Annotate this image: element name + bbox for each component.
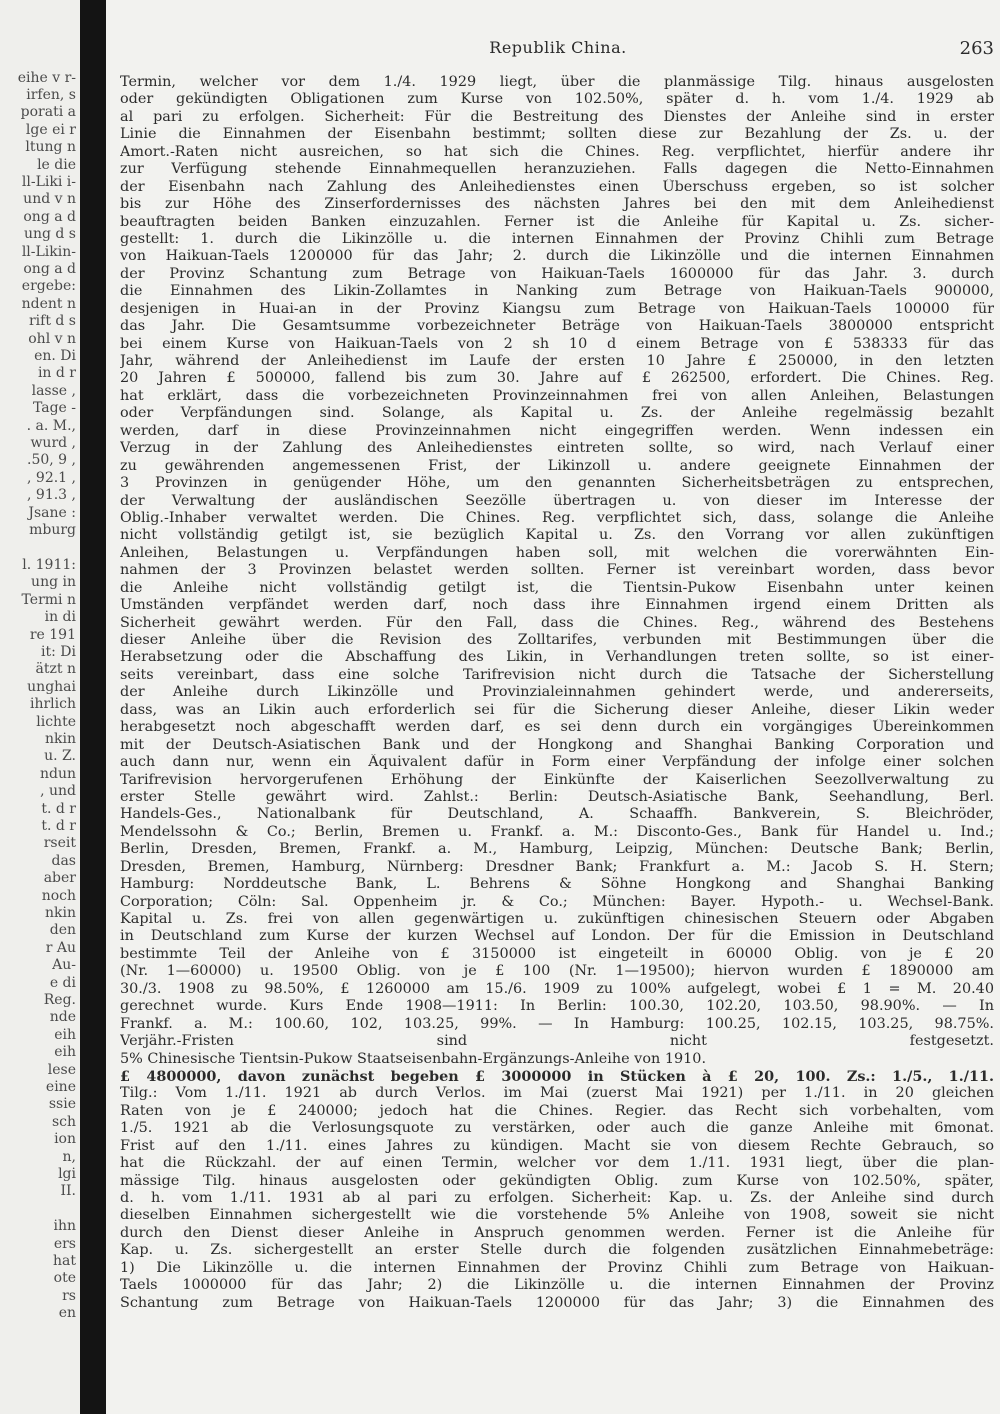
text-line: oder Verpfändungen sind. Solange, als Kapital u. Zs. der Anleihe regelmässig bezahlt [120, 405, 994, 422]
text-line: 30./3. 1908 zu 98.50%, £ 1260000 am 15./6. 1909 zu 100% aufgelegt, wobei £ 1 = M. 20.40 [120, 980, 994, 997]
facing-page-fragment: lasse , [31, 383, 76, 399]
text-line: Hamburg: Norddeutsche Bank, L. Behrens & Söhne Hongkong and Shanghai Banking [120, 876, 994, 893]
facing-page-fragment: . a. M., [26, 418, 76, 434]
facing-page-fragment: ong a d [23, 209, 76, 225]
facing-page-fragment: en. Di [34, 348, 76, 364]
facing-page-fragment: le die [37, 157, 76, 173]
facing-page-edge [0, 0, 80, 1414]
facing-page-fragment: l. 1911: [22, 557, 76, 573]
text-line: 1) Die Likinzölle u. die internen Einnahmen der Provinz Chihli zum Betrage von Haikuan- [120, 1259, 994, 1276]
text-line: Oblig.-Inhaber verwaltet werden. Die Chines. Reg. verpflichtet sich, dass, solange die Anleihe [120, 509, 994, 526]
facing-page-fragment: ers [53, 1236, 76, 1252]
book-gutter [80, 0, 106, 1414]
text-line: Schantung zum Betrage von Haikuan-Taels 1200000 für das Jahr; 3) die Einnahmen des [120, 1294, 994, 1311]
running-head: Republik China. [489, 38, 627, 57]
facing-page-fragment: aber [43, 870, 76, 886]
facing-page-fragment: hat [53, 1253, 76, 1269]
text-line: durch den Dienst dieser Anleihe in Anspruch genommen werden. Ferner ist die Anleihe für [120, 1224, 994, 1241]
text-line: hat die Rückzahl. der auf einen Termin, welcher vor dem 1./11. 1931 liegt, über die plan- [120, 1155, 994, 1172]
facing-page-fragment: ung in [31, 574, 76, 590]
text-line: der Verwaltung der ausländischen Seezölle übertragen u. von dieser im Interesse der [120, 492, 994, 509]
facing-page-fragment: nkin [45, 731, 76, 747]
text-line: herabgesetzt noch abgeschafft werden darf, es sei denn durch ein vorgängiges Übereinkommen [120, 719, 994, 736]
text-line: bis zur Höhe des Zinserfordernisses des nächsten Jahres bei den mit dem Anleihedienst [120, 196, 994, 213]
text-line: nicht vollständig getilgt ist, sie bezüglich Kapital u. Zs. den Vorrang vor allen zukünftigen [120, 527, 994, 544]
facing-page-fragment: en [58, 1305, 76, 1321]
text-line: werden, darf in diese Provinzeinnahmen nicht eingegriffen werden. Wenn indessen ein [120, 422, 994, 439]
facing-page-fragment: eih [54, 1027, 76, 1043]
text-line: Jahr, während der Anleihedienst im Laufe der ersten 10 Jahre £ 250000, in den letzten [120, 353, 994, 369]
text-line: Taels 1000000 für das Jahr; 2) die Likinzölle u. die internen Einnahmen der Provinz [120, 1277, 994, 1294]
text-line: Kap. u. Zs. sichergestellt an erster Stelle durch die folgenden zusätzlichen Einnahmebeträge: [120, 1242, 994, 1259]
facing-page-fragment: ätzt n [35, 661, 76, 677]
facing-page-fragment: ohl v n [28, 331, 76, 347]
facing-page-fragment: in di [44, 609, 76, 625]
text-line: Dresden, Bremen, Hamburg, Nürnberg: Dresdner Bank; Frankfurt a. M.: Jacob S. H. Stern; [120, 858, 994, 875]
facing-page-fragment: mburg [29, 522, 76, 538]
text-line: desjenigen in Huai-an in der Provinz Kiangsu zum Betrage von Haikuan-Taels 100000 für [120, 300, 994, 317]
facing-page-fragment: nde [49, 1009, 76, 1025]
facing-page-fragment: n, [62, 1149, 76, 1165]
text-line: Frist auf den 1./11. eines Jahres zu kündigen. Macht sie von diesem Rechte Gebrauch, so [120, 1137, 994, 1154]
text-line: Termin, welcher vor dem 1./4. 1929 liegt, über die planmässige Tilg. hinaus ausgelosten [120, 74, 994, 90]
text-line: Corporation; Cöln: Sal. Oppenheim jr. & Co.; München: Bayer. Hypoth.- u. Wechsel-Bank. [120, 893, 994, 910]
facing-page-fragment: t. d r [41, 801, 76, 817]
facing-page-fragment: t. d r [41, 818, 76, 834]
facing-page-fragment: lgi [58, 1166, 76, 1182]
facing-page-fragment: und v n [23, 191, 76, 207]
facing-page-fragment: eine [45, 1079, 76, 1095]
facing-page-fragment: ong a d [23, 261, 76, 277]
text-line: der Eisenbahn nach Zahlung des Anleihedienstes einen Überschuss ergeben, so ist solcher [120, 178, 994, 195]
text-line: gestellt: 1. durch die Likinzölle u. die internen Einnahmen der Provinz Chihli zum Betrage [120, 230, 994, 247]
text-line: zur Verfügung stehende Einnahmequellen heranzuziehen. Falls dagegen die Netto-Einnahmen [120, 161, 994, 178]
facing-page-fragment: in d r [37, 365, 76, 381]
text-line: Anleihen, Belastungen u. Verpfändungen haben soll, mit welchen die vorerwähnten Ein- [120, 544, 994, 561]
facing-page-fragment: irfen, s [26, 87, 76, 103]
text-line: zu gewährenden angemessenen Frist, der Likinzoll u. andere geeignete Einnahmen der [120, 457, 994, 474]
facing-page-fragment: porati a [20, 104, 76, 120]
facing-page-fragment: rift d s [28, 313, 76, 329]
text-line: Verzug in der Zahlung des Anleihedienstes eintreten sollte, so wird, nach Verlauf einer [120, 440, 994, 457]
text-line: oder gekündigten Obligationen zum Kurse von 102.50%, später d. h. vom 1./4. 1929 ab [120, 91, 994, 108]
text-line: hat erklärt, dass die vorbezeichneten Provinzeinnahmen frei von allen Anleihen, Belastungen [120, 387, 994, 404]
text-line: in Deutschland zum Kurse der kurzen Wechsel auf London. Der für die Emission in Deutschland [120, 928, 994, 945]
text-line: Linie die Einnahmen der Eisenbahn bestimmt; sollten diese zur Bezahlung der Zs. u. der [120, 126, 994, 143]
text-line: Berlin, Dresden, Bremen, Frankf. a. M., Hamburg, Leipzig, München: Deutsche Bank; Berlin, [120, 841, 994, 858]
facing-page-fragment: it: Di [41, 644, 76, 660]
text-line: Handels-Ges., Nationalbank für Deutschland, A. Schaaffh. Bankverein, S. Bleichröder, [120, 806, 994, 823]
facing-page-fragment: lese [47, 1062, 76, 1078]
text-line: Tarifrevision hervorgerufenen Erhöhung der Einkünfte der Kaiserlichen Seezollverwaltung zu [120, 771, 994, 788]
facing-page-fragment: eihe v r- [17, 70, 76, 86]
facing-page-fragment: r Au [45, 940, 76, 956]
facing-page-fragment: rseit [43, 835, 76, 851]
text-line: der Anleihe durch Likinzölle und Provinzialeinnahmen gehindert werde, und andererseits, [120, 684, 994, 701]
document-page [106, 0, 1000, 1414]
text-line: mässige Tilg. hinaus ausgelosten oder gekündigten Oblig. zum Kurse von 102.50%, später, [120, 1172, 994, 1189]
facing-page-fragment: Jsane : [28, 505, 76, 521]
facing-page-fragment: ltung n [25, 139, 76, 155]
text-line: der Provinz Schantung zum Betrage von Haikuan-Taels 1600000 für das Jahr. 3. durch [120, 265, 994, 282]
facing-page-fragment: sch [51, 1114, 76, 1130]
facing-page-fragment: Reg. [43, 992, 76, 1008]
facing-page-fragment: wurd , [30, 435, 76, 451]
text-line: Verjähr.-Fristen sind nicht festgesetzt. [120, 1033, 994, 1050]
facing-page-fragment: lichte [36, 714, 76, 730]
facing-page-fragment: das [51, 853, 76, 869]
text-line: Kapital u. Zs. frei von allen gegenwärtigen u. zukünftigen chinesischen Steuern oder Abgaben [120, 911, 994, 927]
text-line: 20 Jahren £ 500000, fallend bis zum 30. Jahre auf £ 262500, erfordert. Die Chines. Reg. [120, 370, 994, 387]
page-number: 263 [959, 38, 994, 59]
text-line: Mendelssohn & Co.; Berlin, Bremen u. Frankf. a. M.: Disconto-Ges., Bank für Handel u. Ind.; [120, 823, 994, 840]
facing-page-fragment: ergebe: [21, 278, 76, 294]
text-line: (Nr. 1—60000) u. 19500 Oblig. von je £ 100 (Nr. 1—19500); hiervon wurden £ 1890000 am [120, 963, 994, 980]
text-line: das Jahr. Die Gesamtsumme vorbezeichneter Beträge von Haikuan-Taels 3800000 entspricht [120, 318, 994, 335]
facing-page-fragment: ndent n [21, 296, 76, 312]
facing-page-fragment: II. [60, 1183, 76, 1199]
facing-page-fragment: den [49, 922, 76, 938]
text-line: dass, was an Likin auch erforderlich sei für die Sicherung dieser Anleihe, dieser Likin weder [120, 701, 994, 718]
facing-page-fragment: Au- [52, 957, 76, 973]
page-header [116, 38, 1000, 60]
text-line: dieselben Einnahmen sichergestellt wie die vorstehende 5% Anleihe von 1908, soweit sie nicht [120, 1207, 994, 1224]
facing-page-fragment: ndun [39, 766, 76, 782]
text-line: dieser Anleihe über die Revision des Zolltarifes, verbunden mit Bestimmungen über die [120, 632, 994, 648]
text-line: die Einnahmen des Likin-Zollamtes in Nanking zum Betrage von Haikuan-Taels 900000, [120, 283, 994, 300]
text-line: von Haikuan-Taels 1200000 für das Jahr; 2. durch die Likinzölle und die internen Einnahmen [120, 248, 994, 265]
section-heading: £ 4800000, davon zunächst begeben £ 3000000 in Stücken à £ 20, 100. Zs.: 1./5., 1./11. [120, 1067, 994, 1085]
facing-page-fragment: eih [54, 1044, 76, 1060]
text-line: Herabsetzung oder die Abschaffung des Likin, in Verhandlungen treten sollte, so ist einer- [120, 649, 994, 666]
facing-page-fragment: ll-Liki i- [21, 174, 76, 190]
text-line: al pari zu erfolgen. Sicherheit: Für die Bestreitung des Dienstes der Anleihe sind in erster [120, 108, 994, 125]
text-line: Umständen verpfändet werden darf, noch dass ihre Einnahmen irgend einem Dritten als [120, 597, 994, 614]
text-line: bei einem Kurse von Haikuan-Taels von 2 sh 10 d einem Betrage von £ 538333 für das [120, 335, 994, 352]
facing-page-fragment: ung d s [23, 226, 76, 242]
text-line: beauftragten beiden Banken einzuzahlen. Ferner ist die Anleihe für Kapital u. Zs. sicher- [120, 213, 994, 230]
facing-page-fragment: ssie [48, 1096, 76, 1112]
facing-page-fragment: Tage - [32, 400, 76, 416]
facing-page-fragment: unghai [27, 679, 76, 695]
text-line: mit der Deutsch-Asiatischen Bank und der Hongkong and Shanghai Banking Corporation und [120, 736, 994, 753]
text-line: gerechnet wurde. Kurs Ende 1908—1911: In Berlin: 100.30, 102.20, 103.50, 98.90%. — In [120, 998, 994, 1015]
text-line: die Anleihe nicht vollständig getilgt ist, die Tientsin-Pukow Eisenbahn unter keinen [120, 579, 994, 596]
facing-page-fragment: noch [41, 888, 76, 904]
text-line: 1./5. 1921 ab die Verlosungsquote zu verstärken, oder auch die ganze Anleihe mit 6monat. [120, 1120, 994, 1137]
facing-page-fragment: ihrlich [30, 696, 76, 712]
facing-page-fragment: rs [62, 1288, 76, 1304]
facing-page-fragment: , 92.1 , [27, 470, 76, 486]
facing-page-fragment: re 191 [29, 627, 76, 643]
facing-page-fragment: lge ei r [25, 122, 76, 138]
facing-page-fragment: ihn [53, 1218, 76, 1234]
text-line: Frankf. a. M.: 100.60, 102, 103.25, 99%. — In Hamburg: 100.25, 102.15, 103.25, 98.75%. [120, 1015, 994, 1032]
facing-page-fragment: , 91.3 , [27, 487, 76, 503]
facing-page-fragment: u. Z. [44, 748, 76, 764]
text-line: erster Stelle gewährt wird. Zahlst.: Berlin: Deutsch-Asiatische Bank, Seehandlung, Berl. [120, 788, 994, 805]
text-line: Tilg.: Vom 1./11. 1921 ab durch Verlos. im Mai (zuerst Mai 1921) per 1./11. in 20 gleichen [120, 1085, 994, 1102]
facing-page-fragment: ll-Likin- [21, 244, 76, 260]
facing-page-fragment: , und [40, 783, 76, 799]
facing-page-fragment: ion [54, 1131, 76, 1147]
text-line: 5% Chinesische Tientsin-Pukow Staatseisenbahn-Ergänzungs-Anleihe von 1910. [120, 1050, 707, 1067]
text-line: d. h. vom 1./11. 1931 ab al pari zu erfolgen. Sicherheit: Kap. u. Zs. der Anleihe sind durch [120, 1190, 994, 1206]
body-text [120, 74, 994, 1312]
facing-page-fragment: nkin [45, 905, 76, 921]
text-line: bestimmte Teil der Anleihe von £ 3150000 ist eingeteilt in 60000 Oblig. von je £ 20 [120, 945, 994, 962]
text-line: auch dann nur, wenn ein Äquivalent dafür in Form einer Verpfändung der infolge einer solchen [120, 754, 994, 771]
facing-page-fragment: ote [53, 1270, 76, 1286]
text-line: Sicherheit gewährt werden. Für den Fall, dass die Chines. Reg., während des Bestehens [120, 614, 994, 631]
facing-page-fragment: .50, 9 , [27, 452, 76, 468]
text-line: nahmen der 3 Provinzen belastet werden sollten. Ferner ist vereinbart worden, dass bevor [120, 562, 994, 579]
text-line: Raten von je £ 240000; jedoch hat die Chines. Regier. das Recht sich vorbehalten, vom [120, 1102, 994, 1119]
text-line: Amort.-Raten nicht ausreichen, so hat sich die Chines. Reg. verpflichtet, hierfür andere ihr [120, 143, 994, 160]
text-line: 3 Provinzen in genügender Höhe, um den genannten Sicherheitsbeträgen zu entsprechen, [120, 475, 994, 492]
text-line: seits vereinbart, dass eine solche Tarifrevision nicht durch die Tatsache der Sicherstellung [120, 666, 994, 683]
facing-page-fragment: e di [49, 975, 76, 991]
facing-page-fragment: Termi n [21, 592, 76, 608]
